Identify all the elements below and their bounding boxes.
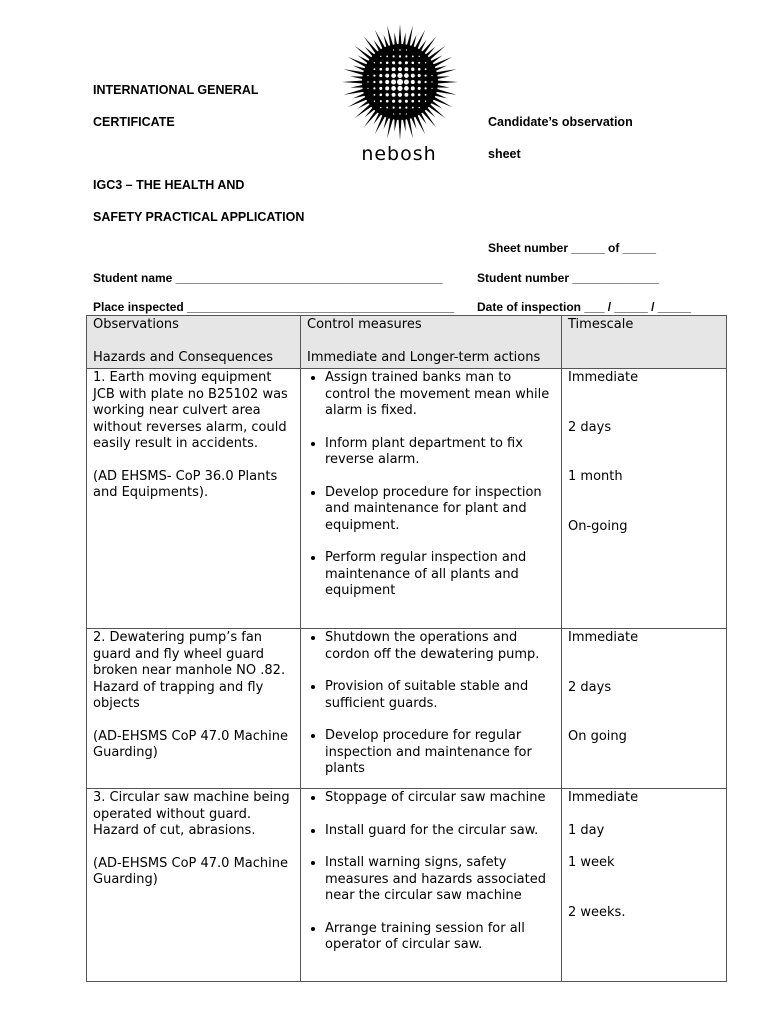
student-number-field: Student number _____________ — [477, 271, 660, 285]
observation-text: 1. Earth moving equipment JCB with plate no B25102 was working near culvert area without reverses alarm, could easily result in accidents. — [93, 370, 288, 451]
nebosh-logo-text: nebosh — [361, 143, 437, 165]
timescale-value: Immediate — [568, 630, 639, 645]
observation-cell — [87, 369, 301, 629]
timescale-value: On-going — [568, 518, 628, 534]
control-measures-list — [307, 790, 555, 954]
date-of-inspection-field: Date of inspection ___ / _____ / _____ — [477, 300, 692, 314]
timescale-value: 1 day — [568, 822, 605, 838]
timescale-cell — [562, 629, 727, 789]
control-measure-item: • Develop procedure for inspection and maintenance for plant and equipment. — [325, 485, 555, 535]
timescale-value: 2 weeks. — [568, 904, 626, 920]
place-inspected-field: Place inspected ________________________________________ — [93, 300, 454, 314]
certificate-title-line-1: INTERNATIONAL GENERAL — [93, 83, 259, 97]
timescale-value: 2 days — [568, 419, 612, 435]
timescale-cell — [562, 369, 727, 629]
control-measures-cell — [301, 789, 562, 982]
header-observations-cell — [87, 316, 301, 369]
observation-table — [86, 315, 727, 982]
unit-title-line-2: SAFETY PRACTICAL APPLICATION — [93, 210, 305, 224]
observation-reference: (AD-EHSMS CoP 47.0 Machine Guarding) — [93, 855, 289, 887]
header-control-cell — [301, 316, 562, 369]
observation-cell — [87, 629, 301, 789]
unit-title-line-1: IGC3 – THE HEALTH AND — [93, 178, 245, 192]
header-observations-sub: Hazards and Consequences — [93, 349, 274, 365]
timescale-value: 1 month — [568, 469, 623, 484]
timescale-cell — [562, 789, 727, 982]
control-measure-item: • Install guard for the circular saw. — [325, 823, 555, 840]
sheet-title-line-2: sheet — [488, 147, 521, 161]
header-control-measures: Control measures — [307, 317, 422, 332]
sheet-number-field: Sheet number _____ of _____ — [488, 241, 657, 255]
observation-reference: (AD-EHSMS CoP 47.0 Machine Guarding) — [93, 728, 289, 760]
timescale-value: 1 week — [568, 855, 615, 870]
table-row — [87, 629, 727, 789]
header-timescale-cell — [562, 316, 727, 369]
timescale-value: Immediate — [568, 370, 639, 385]
certificate-title-line-2: CERTIFICATE — [93, 115, 175, 129]
sheet-title-line-1: Candidate’s observation — [488, 115, 633, 129]
timescale-value: Immediate — [568, 790, 639, 805]
observation-text: 3. Circular saw machine being operated without guard. Hazard of cut, abrasions. — [93, 790, 290, 838]
table-header-row — [87, 316, 727, 369]
control-measure-item: • Provision of suitable stable and sufficient guards. — [325, 679, 555, 712]
control-measure-item: • Arrange training session for all operator of circular saw. — [325, 921, 555, 954]
control-measure-item: • Inform plant department to fix reverse alarm. — [325, 436, 555, 469]
control-measures-cell — [301, 369, 562, 629]
control-measures-list — [307, 370, 555, 600]
observation-reference: (AD EHSMS- CoP 36.0 Plants and Equipments). — [93, 468, 278, 500]
control-measure-item: • Perform regular inspection and maintenance of all plants and equipment — [325, 550, 555, 600]
observation-cell — [87, 789, 301, 982]
control-measures-list — [307, 630, 555, 778]
control-measure-item: • Shutdown the operations and cordon off the dewatering pump. — [325, 630, 555, 663]
control-measure-item: • Assign trained banks man to control the movement mean while alarm is fixed. — [325, 370, 555, 420]
student-name-field: Student name ________________________________________ — [93, 271, 443, 285]
header-observations: Observations — [93, 317, 179, 332]
table-row — [87, 369, 727, 629]
control-measure-item: • Stoppage of circular saw machine — [325, 790, 555, 807]
table-row — [87, 789, 727, 982]
observation-text: 2. Dewatering pump’s fan guard and fly wheel guard broken near manhole NO .82. Hazard of trapping and fly objects — [93, 630, 286, 711]
control-measure-item: • Install warning signs, safety measures and hazards associated near the circular saw machine — [325, 855, 555, 905]
header-timescale: Timescale — [568, 317, 634, 332]
control-measure-item: • Develop procedure for regular inspection and maintenance for plants — [325, 728, 555, 778]
timescale-value: 2 days — [568, 679, 612, 695]
control-measures-cell — [301, 629, 562, 789]
timescale-value: On going — [568, 729, 627, 744]
header-control-sub: Immediate and Longer-term actions — [307, 349, 541, 365]
